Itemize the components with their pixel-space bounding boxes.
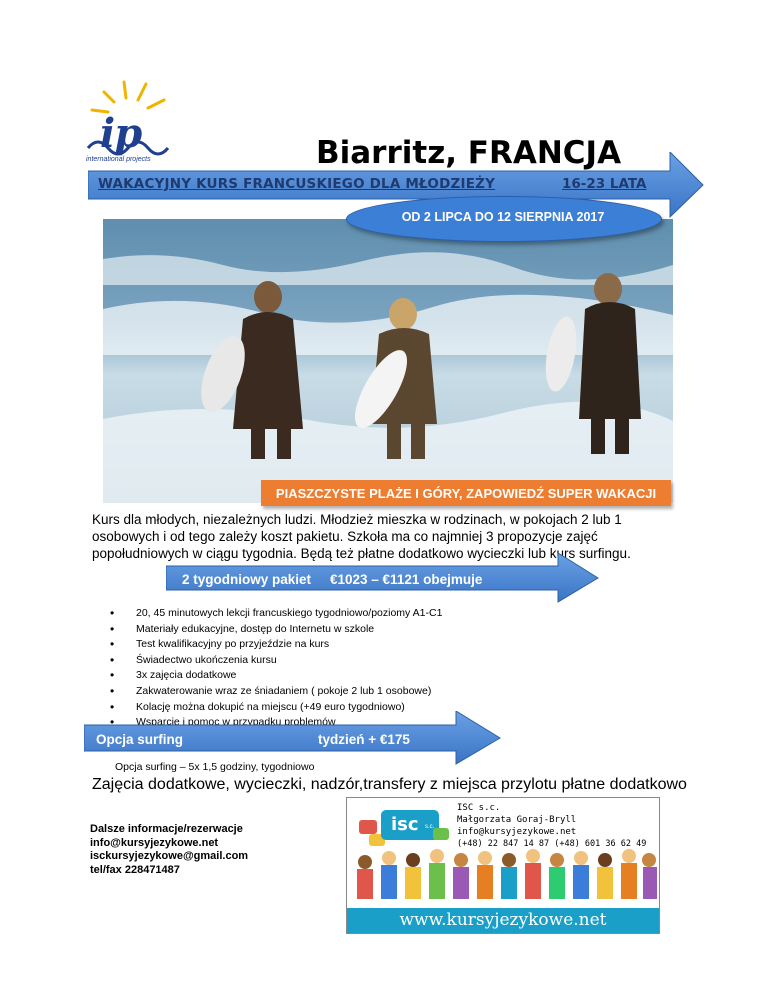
contact-info (90, 823, 248, 877)
isc-ad-box (346, 797, 660, 934)
course-dates: OD 2 LIPCA DO 12 SIERPNIA 2017 (401, 210, 605, 224)
surfers-photo (103, 219, 673, 503)
page-title: Biarritz, FRANCJA (316, 135, 622, 171)
intro-paragraph: Kurs dla młodych, niezależnych ludzi. Młodzież mieszka w rodzinach, w pokojach 2 lub 1 osobowych i od tego zależy koszt pakietu. Szkoła ma co najmniej 3 propozycje zajęć popołudniowych w ciągu tygodnia. Będą też płatne dodatkowo wycieczki lub kurs surfingu. (92, 512, 631, 561)
isc-logo-text: isc (391, 814, 419, 835)
isc-website[interactable]: www.kursyjezykowe.net (399, 910, 607, 930)
age-range: 16-23 LATA (562, 176, 647, 192)
people-illustration (347, 849, 659, 908)
package-price: €1023 – €1121 obejmuje (330, 572, 483, 587)
surfing-note: Opcja surfing – 5x 1,5 godziny, tygodniowo (115, 761, 315, 773)
package-label: 2 tygodniowy pakiet (182, 572, 312, 587)
list-item: • Wsparcie i pomoc w przypadku problemów (110, 715, 442, 731)
isc-person: Małgorzata Goraj-Bryll (457, 815, 577, 825)
isc-logo-suffix: s.c. (425, 824, 435, 830)
logo-text: ip (100, 110, 142, 157)
list-item: • Materiały edukacyjne, dostęp do Internetu w szkole (110, 622, 442, 638)
contact-heading: Dalsze informacje/rezerwacje (90, 823, 243, 835)
list-item: • 3x zajęcia dodatkowe (110, 668, 442, 684)
list-item: • Zakwaterowanie wraz ze śniadaniem ( pokoje 2 lub 1 osobowe) (110, 684, 442, 700)
surfing-label: Opcja surfing (96, 732, 184, 747)
course-subheading: WAKACYJNY KURS FRANCUSKIEGO DLA MŁODZIEŻY (98, 176, 496, 192)
email-link-1[interactable]: info@kursyjezykowe.net (90, 836, 219, 849)
list-item: • 20, 45 minutowych lekcji francuskiego tygodniowo/poziomy A1-C1 (110, 606, 442, 622)
list-item: • Test kwalifikacyjny po przyjeździe na kurs (110, 637, 442, 653)
isc-phones: (+48) 22 847 14 87 (+48) 601 36 62 49 (457, 839, 647, 849)
email-link-2[interactable]: isckursyjezykowe@gmail.com (90, 850, 249, 862)
sun-rays-icon (92, 82, 164, 112)
speech-bubble-icon (433, 828, 449, 840)
list-item: • Kolację można dokupić na miejscu (+49 euro tygodniowo) (110, 700, 442, 716)
highlight-banner-text: PIASZCZYSTE PLAŻE I GÓRY, ZAPOWIEDŹ SUPER WAKACJI (275, 486, 657, 501)
surfing-price: tydzień + €175 (318, 732, 410, 747)
isc-email: info@kursyjezykowe.net (457, 827, 577, 837)
list-item: • Świadectwo ukończenia kursu (110, 653, 442, 669)
logo-caption: international projects (86, 156, 151, 163)
isc-company: ISC s.c. (457, 803, 501, 813)
speech-bubble-icon (359, 820, 377, 834)
extras-note: Zajęcia dodatkowe, wycieczki, nadzór,transfery z miejsca przylotu płatne dodatkowo (92, 776, 687, 793)
contact-phone: tel/fax 228471487 (90, 863, 180, 876)
